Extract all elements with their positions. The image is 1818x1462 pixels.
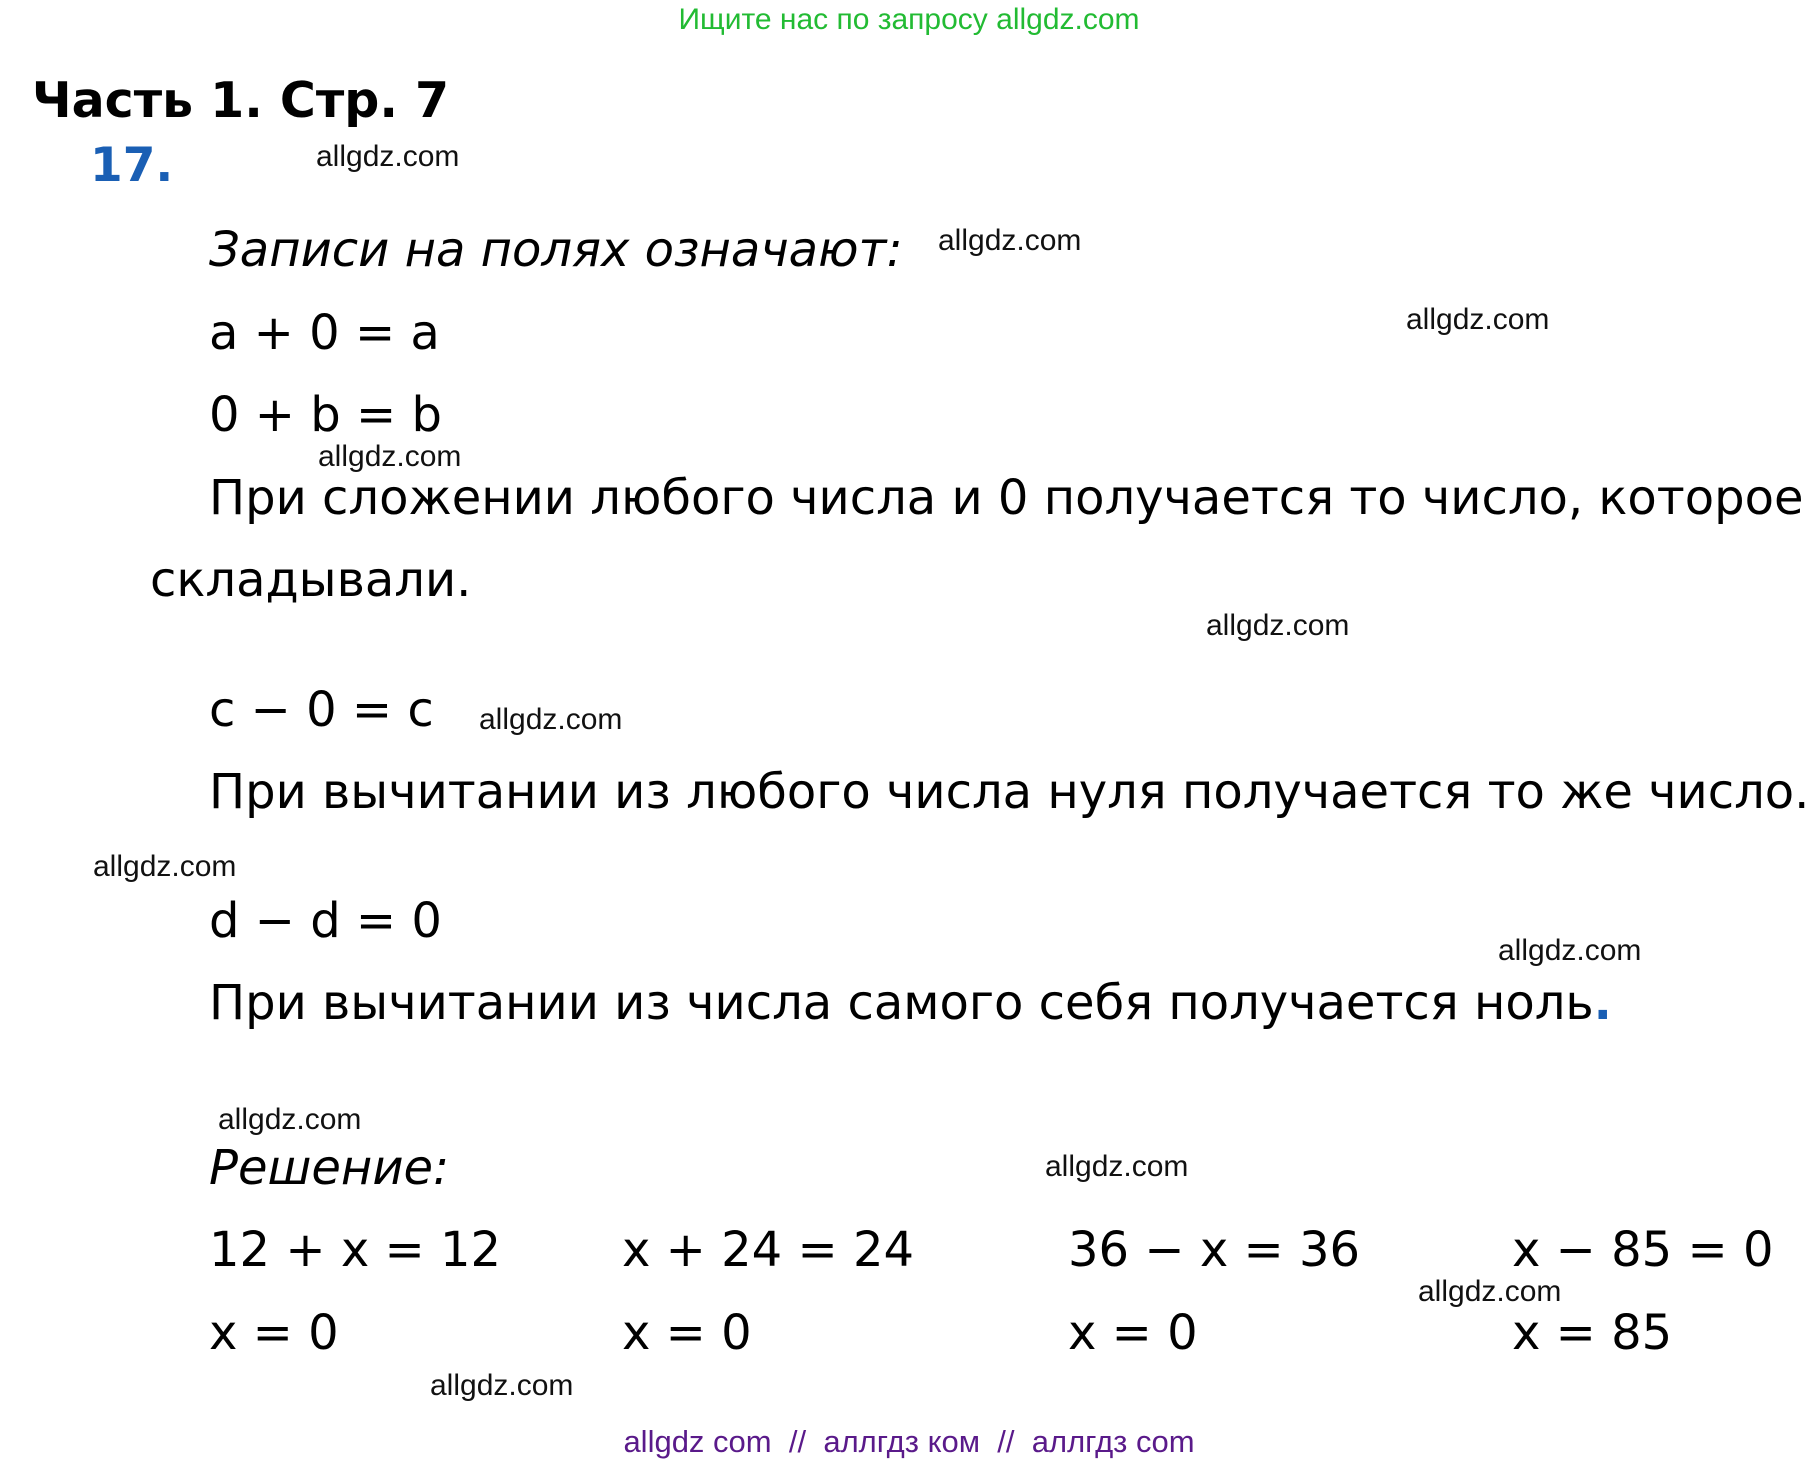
watermark: allgdz.com [938,224,1082,257]
watermark: allgdz.com [1498,934,1642,967]
solution-equation-2: x + 24 = 24 [622,1222,915,1278]
watermark: allgdz.com [218,1103,362,1136]
solution-title: Решение: [209,1140,450,1196]
solution-equation-1: 12 + x = 12 [209,1222,502,1278]
watermark: allgdz.com [1406,303,1550,336]
footer-link-1[interactable]: allgdz com [623,1424,772,1459]
watermark: allgdz.com [318,440,462,473]
footer-link-3[interactable]: аллгдз com [1031,1424,1195,1459]
watermark: allgdz.com [479,703,623,736]
solution-answer-2: x = 0 [622,1305,752,1361]
rule-text-3-period: . [1593,975,1612,1031]
watermark: allgdz.com [1206,609,1350,642]
banner-text: Ищите нас по запросу allgdz.com [678,3,1140,36]
rule-text-1-line-2: складывали. [150,552,472,608]
rule-text-1-line-1: При сложении любого числа и 0 получается то число, которое [209,470,1804,526]
footer-separator: // [997,1424,1015,1459]
watermark: allgdz.com [93,850,237,883]
solution-answer-1: x = 0 [209,1305,339,1361]
rule-equation-3: c − 0 = c [209,682,434,738]
watermark: allgdz.com [1418,1275,1562,1308]
intro-text: Записи на полях означают: [209,222,903,278]
footer-links [0,1424,1818,1460]
footer-separator: // [788,1424,807,1459]
rule-text-2: При вычитании из любого числа нуля получается то же число. [209,764,1810,820]
rule-equation-4: d − d = 0 [209,893,442,949]
solution-answer-3: x = 0 [1068,1305,1198,1361]
watermark: allgdz.com [430,1369,574,1402]
exercise-number: 17. [90,138,174,193]
solution-equation-3: 36 − x = 36 [1068,1222,1361,1278]
solution-equation-4: x − 85 = 0 [1512,1222,1774,1278]
rule-text-3 [209,975,1612,1031]
solution-answer-4: x = 85 [1512,1305,1673,1361]
rule-equation-1: a + 0 = a [209,305,440,361]
watermark: allgdz.com [1045,1150,1189,1183]
top-banner [0,0,1818,40]
watermark: allgdz.com [316,140,460,173]
rule-text-3-body: При вычитании из числа самого себя получается ноль [209,975,1594,1031]
rule-equation-2: 0 + b = b [209,387,442,443]
page-title: Часть 1. Стр. 7 [32,72,450,129]
footer-link-2[interactable]: аллгдз ком [823,1424,981,1459]
